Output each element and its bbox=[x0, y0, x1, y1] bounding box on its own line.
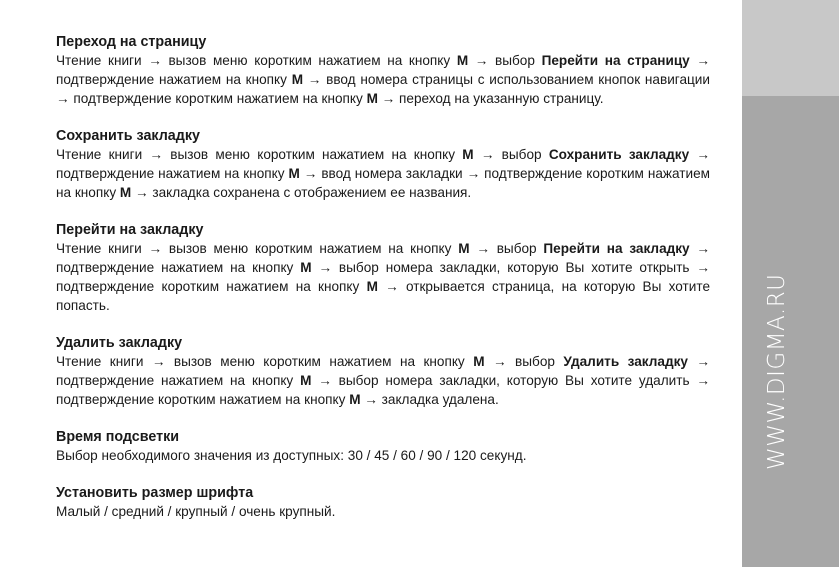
section-body bbox=[56, 446, 710, 465]
body-text: → выбор bbox=[469, 241, 544, 256]
section-heading: Сохранить закладку bbox=[56, 128, 200, 144]
bold-term: M bbox=[300, 260, 312, 275]
bold-term: Перейти на страницу bbox=[541, 53, 690, 68]
manual-content bbox=[56, 34, 710, 521]
manual-section bbox=[56, 34, 710, 108]
bold-term: M bbox=[366, 91, 378, 106]
bold-term: M bbox=[462, 147, 474, 162]
body-text: → выбор номера закладки, которую Вы хотите удалить → подтверждение коротким нажатием на кнопку bbox=[56, 373, 710, 407]
sidebar-top-band bbox=[742, 0, 839, 96]
section-body bbox=[56, 352, 710, 409]
bold-term: M bbox=[300, 373, 312, 388]
body-text: → выбор bbox=[484, 354, 564, 369]
body-text: → переход на указанную страницу. bbox=[377, 91, 604, 106]
body-text: Чтение книги → вызов меню коротким нажатием на кнопку bbox=[56, 147, 463, 162]
section-heading: Установить размер шрифта bbox=[56, 485, 254, 501]
bold-term: M bbox=[366, 279, 378, 294]
section-heading: Время подсветки bbox=[56, 429, 180, 445]
body-text: → подтверждение нажатием на кнопку bbox=[56, 147, 710, 181]
body-text: → закладка сохранена с отображением ее названия. bbox=[131, 185, 472, 200]
body-text: → ввод номера закладки → подтверждение коротким нажатием на кнопку bbox=[56, 166, 710, 200]
body-text: → подтверждение нажатием на кнопку bbox=[56, 53, 710, 87]
body-text: Выбор необходимого значения из доступных: 30 / 45 / 60 / 90 / 120 секунд. bbox=[56, 448, 527, 463]
body-text: → закладка удалена. bbox=[360, 392, 499, 407]
sidebar-main-band bbox=[742, 96, 839, 567]
manual-section bbox=[56, 429, 710, 465]
body-text: Чтение книги → вызов меню коротким нажатием на кнопку bbox=[56, 241, 459, 256]
bold-term: M bbox=[291, 72, 304, 87]
body-text: Малый / средний / крупный / очень крупный. bbox=[56, 504, 336, 519]
bold-term: M bbox=[458, 241, 470, 256]
manual-section bbox=[56, 222, 710, 315]
body-text: → подтверждение нажатием на кнопку bbox=[56, 241, 711, 275]
body-text: → выбор номера закладки, которую Вы хотите открыть → подтверждение коротким нажатием на кнопку bbox=[56, 260, 710, 294]
bold-term: M bbox=[473, 354, 485, 369]
body-text: → открывается страница, на которую Вы хотите попасть. bbox=[56, 279, 710, 313]
section-heading: Перейти на закладку bbox=[56, 222, 204, 238]
section-heading: Удалить закладку bbox=[56, 335, 183, 351]
body-text: → выбор bbox=[468, 53, 542, 68]
bold-term: M bbox=[456, 53, 469, 68]
manual-section bbox=[56, 128, 710, 202]
bold-term: Удалить закладку bbox=[563, 354, 688, 369]
bold-term: M bbox=[349, 392, 361, 407]
manual-section bbox=[56, 485, 710, 521]
page-sidebar bbox=[742, 0, 839, 567]
section-heading: Переход на страницу bbox=[56, 34, 207, 50]
body-text: → подтверждение нажатием на кнопку bbox=[56, 354, 710, 388]
bold-term: Сохранить закладку bbox=[548, 147, 690, 162]
manual-section bbox=[56, 335, 710, 409]
site-watermark: WWW.DIGMA.RU bbox=[764, 273, 790, 470]
section-body bbox=[56, 51, 710, 108]
body-text: Чтение книги → вызов меню коротким нажатием на кнопку bbox=[56, 53, 457, 68]
section-body bbox=[56, 239, 710, 315]
bold-term: M bbox=[119, 185, 132, 200]
section-body bbox=[56, 502, 710, 521]
section-body bbox=[56, 145, 710, 202]
body-text: → выбор bbox=[473, 147, 549, 162]
bold-term: M bbox=[288, 166, 300, 181]
bold-term: Перейти на закладку bbox=[543, 241, 690, 256]
body-text: → ввод номера страницы с использованием кнопок навигации → подтверждение коротким нажатием на кнопку bbox=[56, 72, 710, 106]
body-text: Чтение книги → вызов меню коротким нажатием на кнопку bbox=[56, 354, 474, 369]
